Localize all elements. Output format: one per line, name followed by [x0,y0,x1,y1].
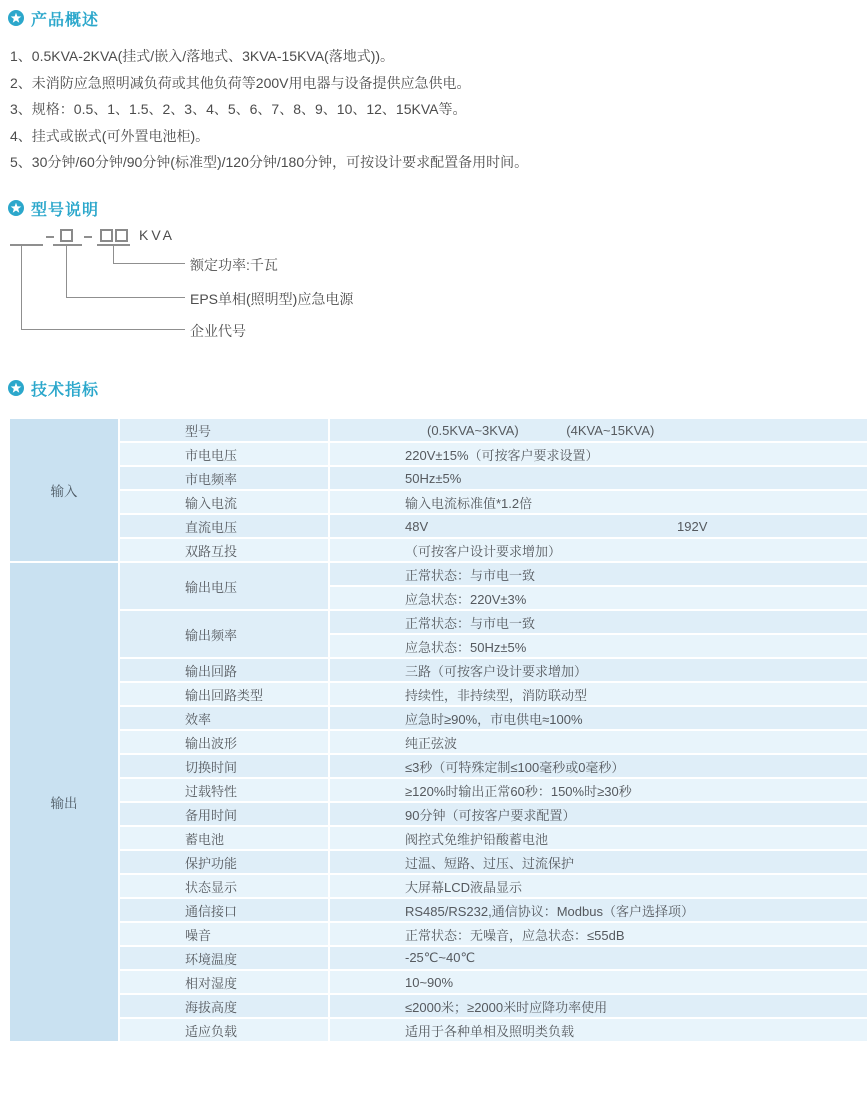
model-code-dash [46,236,54,238]
spec-label: 相对湿度 [120,971,330,995]
spec-value: 正常状态：与市电一致 [330,563,867,587]
overview-title: 产品概述 [31,11,100,29]
spec-value: ≤2000米；≥2000米时应降功率使用 [330,995,867,1019]
spec-label: 双路互投 [120,539,330,563]
spec-label: 型号 [120,419,330,443]
spec-label: 保护功能 [120,851,330,875]
overview-item-2: 2、未消防应急照明减负荷或其他负荷等200V用电器与设备提供应急供电。 [10,74,471,91]
table-row [10,419,867,443]
spec-value: 50Hz±5% [330,467,867,491]
spec-value: 正常状态：与市电一致 [330,611,867,635]
spec-value-col1: 48V [405,518,429,534]
spec-label: 切换时间 [120,755,330,779]
table-row [10,491,867,515]
overview-item-3: 3、规格：0.5、1、1.5、2、3、4、5、6、7、8、9、10、12、15KVA等。 [10,101,467,117]
spec-value: 过温、短路、过压、过流保护 [330,851,867,875]
spec-label: 海拔高度 [120,995,330,1019]
spec-value: 10~90% [330,971,867,995]
spec-label: 过载特性 [120,779,330,803]
table-row [10,683,867,707]
spec-label: 输出回路 [120,659,330,683]
table-row [10,539,867,563]
spec-value: 适用于各种单相及照明类负载 [330,1019,867,1043]
spec-value: 大屏幕LCD液晶显示 [330,875,867,899]
spec-value: 应急状态：220V±3% [330,587,867,611]
spec-label: 直流电压 [120,515,330,539]
spec-label: 输出频率 [120,611,330,659]
spec-value: 输入电流标准值*1.2倍 [330,491,867,515]
spec-label: 备用时间 [120,803,330,827]
spec-value: 阀控式免维护铅酸蓄电池 [330,827,867,851]
spec-value: 应急时≥90%，市电供电≈100% [330,707,867,731]
callout-line-company [21,329,185,330]
table-row [10,563,867,587]
table-row [10,995,867,1019]
table-row [10,467,867,491]
callout-type: EPS单相(照明型)应急电源 [190,291,354,307]
callout-line-power [113,263,185,264]
spec-value: （可按客户设计要求增加） [330,539,867,563]
table-row [10,971,867,995]
spec-label: 环境温度 [120,947,330,971]
table-row [10,875,867,899]
callout-line-company [21,246,22,329]
spec-label: 通信接口 [120,899,330,923]
model-kva-label: KVA [139,227,175,243]
spec-label: 蓄电池 [120,827,330,851]
callout-line-power [113,246,114,263]
specs-header [0,378,867,398]
spec-value [330,419,867,443]
spec-value-col2: (4KVA~15KVA) [566,422,655,438]
callout-power: 额定功率:千瓦 [190,257,278,273]
spec-value: 持续性，非持续型，消防联动型 [330,683,867,707]
spec-value-col1: (0.5KVA~3KVA) [427,422,519,438]
spec-label: 输出波形 [120,731,330,755]
group-cell-input: 输入 [10,419,120,563]
model-code-box [100,229,113,242]
section-model [0,198,867,378]
callout-company: 企业代号 [190,323,246,339]
spec-value: 90分钟（可按客户要求配置） [330,803,867,827]
table-row [10,731,867,755]
table-row [10,1019,867,1043]
spec-value: -25℃~40℃ [330,947,867,971]
model-title: 型号说明 [31,201,100,219]
table-row [10,779,867,803]
table-row [10,947,867,971]
spec-label: 输出电压 [120,563,330,611]
callout-line-type [66,246,67,297]
table-row [10,923,867,947]
spec-label: 市电电压 [120,443,330,467]
model-code-diagram [0,198,867,378]
overview-item-1: 1、0.5KVA-2KVA(挂式/嵌入/落地式、3KVA-15KVA(落地式))。 [10,48,395,64]
spec-label: 状态显示 [120,875,330,899]
model-code-dash [84,236,92,238]
table-row [10,827,867,851]
model-code-box [60,229,73,242]
table-row [10,659,867,683]
model-code-blank-underline [10,244,43,246]
group-cell-output: 输出 [10,563,120,1043]
overview-item-5: 5、30分钟/60分钟/90分钟(标准型)/120分钟/180分钟，可按设计要求配置备用时间。 [10,154,529,170]
table-row [10,851,867,875]
table-row [10,899,867,923]
spec-value: 应急状态：50Hz±5% [330,635,867,659]
spec-value [330,515,867,539]
overview-item-4: 4、挂式或嵌式(可外置电池柜)。 [10,127,210,144]
spec-label: 市电频率 [120,467,330,491]
table-row [10,755,867,779]
spec-value: 纯正弦波 [330,731,867,755]
spec-label: 输入电流 [120,491,330,515]
spec-value: ≥120%时输出正常60秒：150%时≥30秒 [330,779,867,803]
spec-label: 输出回路类型 [120,683,330,707]
section-overview [0,8,867,176]
spec-label: 适应负载 [120,1019,330,1043]
spec-value: ≤3秒（可特殊定制≤100毫秒或0毫秒） [330,755,867,779]
spec-label: 效率 [120,707,330,731]
spec-value-col2: 192V [677,518,708,534]
overview-list [10,43,867,176]
overview-header [0,8,867,28]
spec-value: 正常状态：无噪音，应急状态：≤55dB [330,923,867,947]
circled-star-icon [8,10,24,26]
table-row [10,803,867,827]
model-code-box [115,229,128,242]
circled-star-icon [8,380,24,396]
spec-value: 220V±15%（可按客户要求设置） [330,443,867,467]
table-row [10,443,867,467]
table-row [10,707,867,731]
table-row [10,611,867,635]
spec-value: 三路（可按客户设计要求增加） [330,659,867,683]
callout-line-type [66,297,185,298]
spec-label: 噪音 [120,923,330,947]
table-row [10,515,867,539]
specs-title: 技术指标 [31,381,100,399]
spec-value: RS485/RS232,通信协议：Modbus（客户选择项） [330,899,867,923]
section-specs [0,378,867,1043]
spec-table [10,419,867,1043]
model-code-underline [53,244,82,246]
